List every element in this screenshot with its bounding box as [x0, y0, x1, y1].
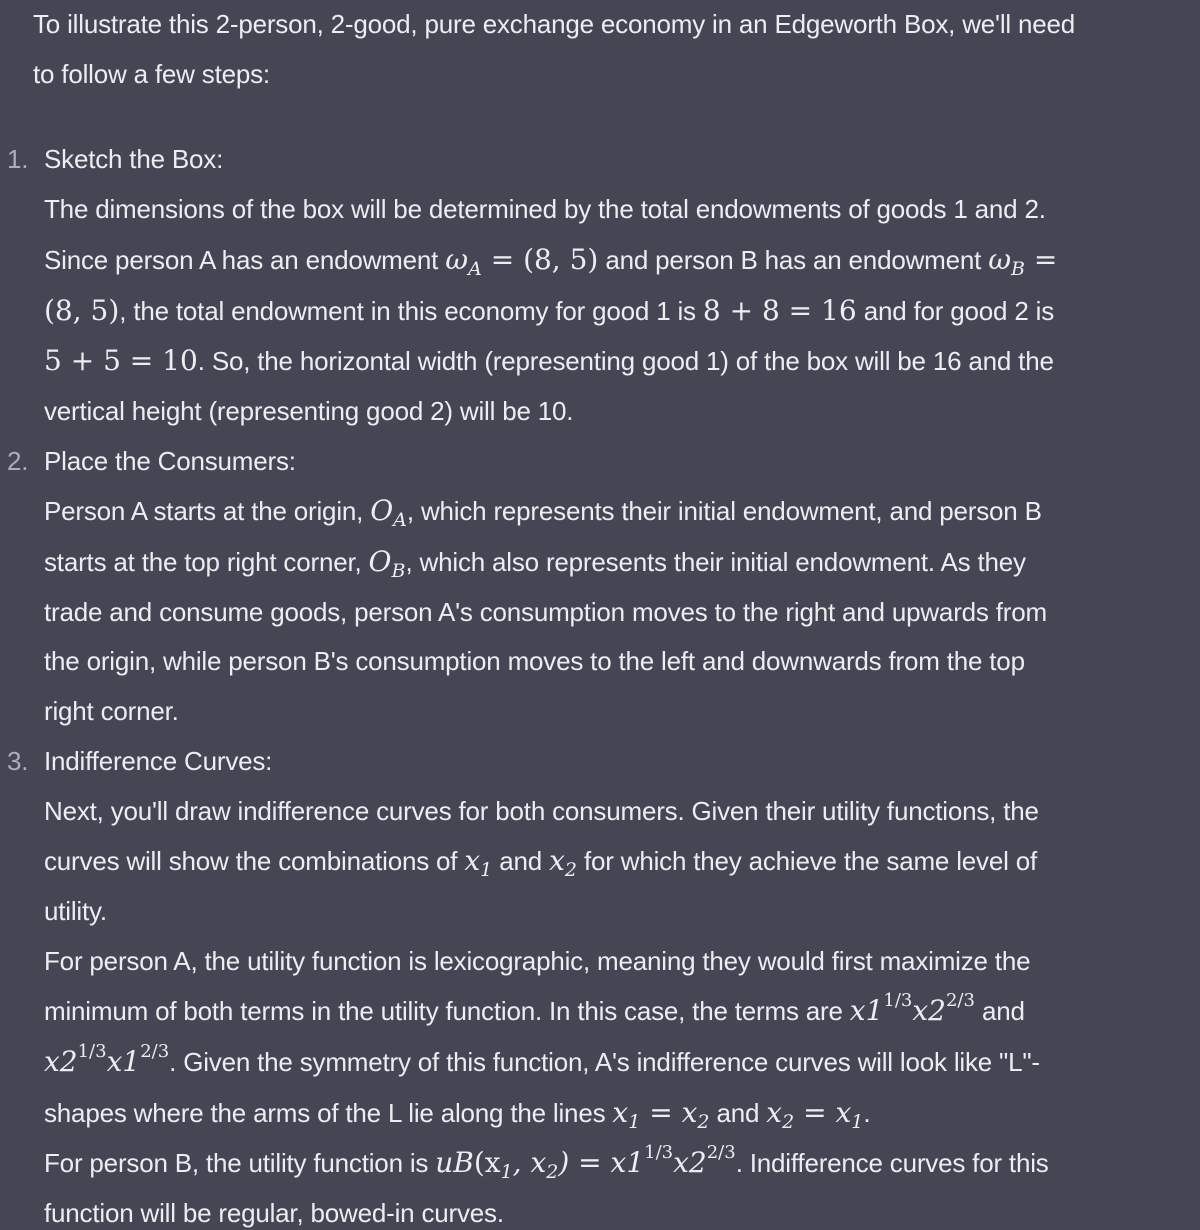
step-1-text: [44, 194, 1057, 426]
step-3-line-2c: for which they achieve the same level of: [576, 846, 1037, 877]
step-item-1: [7, 135, 1200, 436]
math-omega-b: $\omega_B$ =: [988, 242, 1058, 280]
step-3-line-6: . Given the symmetry of this function, A's indifference curves will look like "L"-: [169, 1047, 1040, 1078]
step-title-1: Sketch the Box:: [44, 144, 224, 175]
step-3-line-7a: shapes where the arms of the L lie along the lines: [44, 1097, 613, 1128]
math-x2: $x_2$: [549, 844, 577, 882]
math-term-1: $x1^{1/3}x2^{2/3}$: [849, 990, 975, 1028]
step-1-line-3b: and for good 2 is: [856, 295, 1054, 326]
step-3-line-8b: . Indifference curves for this: [735, 1148, 1049, 1179]
step-1-line-2a: Since person A has an endowment: [44, 244, 446, 275]
math-val-b: (8, 5): [44, 293, 120, 327]
steps-list: [7, 135, 1200, 1230]
step-1-line-3a: , the total endowment in this economy for good 1 is: [119, 295, 703, 326]
step-3-line-7b: and: [709, 1097, 767, 1128]
step-3-line-1: Next, you'll draw indifference curves for both consumers. Given their utility functions, the: [44, 795, 1039, 826]
step-2-line-4: the origin, while person B's consumption moves to the left and downwards from the top: [44, 646, 1025, 677]
intro-line-1: To illustrate this 2-person, 2-good, pure exchange economy in an Edgeworth Box, we'll need: [33, 9, 1076, 39]
math-term-2: $x2^{1/3}x1^{2/3}$: [44, 1041, 170, 1079]
step-3-line-8a: For person B, the utility function is: [44, 1148, 436, 1179]
step-title-3: Indifference Curves:: [44, 745, 273, 776]
math-utility-b: $uB(x_1$, $x_2) = x1^{1/3}x2^{2/3}$: [435, 1142, 736, 1184]
math-omega-a: $\omega_A = (8$, 5): [445, 242, 599, 280]
step-item-3: [7, 737, 1200, 1230]
step-2-line-2a: starts at the top right corner,: [44, 547, 369, 578]
step-3-line-5a: minimum of both terms in the utility function. In this case, the terms are: [44, 996, 850, 1027]
math-line-1: $x_1 = x_2$: [612, 1095, 710, 1133]
step-3-line-4: For person A, the utility function is lexicographic, meaning they would first maximize the: [44, 945, 1031, 976]
math-sum-2: 5 + 5 = 10: [44, 344, 198, 378]
intro-line-2: to follow a few steps:: [33, 58, 270, 89]
step-2-line-3: trade and consume goods, person A's consumption moves to the right and upwards from: [44, 596, 1047, 627]
step-2-line-2b: , which also represents their initial endowment. As they: [405, 547, 1026, 578]
math-sum-1: 8 + 8 = 16: [702, 293, 857, 327]
step-number-2: 2.: [7, 445, 29, 476]
step-3-line-2b: and: [492, 846, 550, 877]
math-line-2: $x_2 = x_1$: [766, 1095, 864, 1133]
step-number-1: 1.: [7, 144, 29, 175]
step-item-2: [7, 437, 1200, 737]
step-3-line-2a: curves will show the combinations of: [44, 846, 465, 877]
step-3-line-9: function will be regular, bowed-in curves.: [44, 1198, 504, 1229]
step-1-line-1: The dimensions of the box will be determined by the total endowments of goods 1 and 2.: [44, 194, 1046, 225]
step-number-3: 3.: [7, 745, 29, 776]
step-2-line-5: right corner.: [44, 696, 179, 727]
step-2-line-1a: Person A starts at the origin,: [44, 496, 371, 527]
step-1-line-5: vertical height (representing good 2) will be 10.: [44, 395, 574, 426]
step-1-line-2b: and person B has an endowment: [598, 244, 989, 275]
step-title-2: Place the Consumers:: [44, 445, 296, 476]
math-origin-b: $O_B$: [368, 545, 406, 583]
step-3-line-3: utility.: [44, 895, 107, 926]
step-2-line-1b: , which represents their initial endowment, and person B: [406, 496, 1042, 527]
step-3-line-5b: and: [974, 996, 1025, 1027]
step-1-line-4: . So, the horizontal width (representing good 1) of the box will be 16 and the: [197, 346, 1054, 377]
step-3-line-7c: .: [863, 1097, 871, 1128]
intro-paragraph: [33, 0, 1200, 99]
math-origin-a: $O_A$: [370, 494, 407, 532]
math-x1: $x_1$: [464, 844, 493, 882]
